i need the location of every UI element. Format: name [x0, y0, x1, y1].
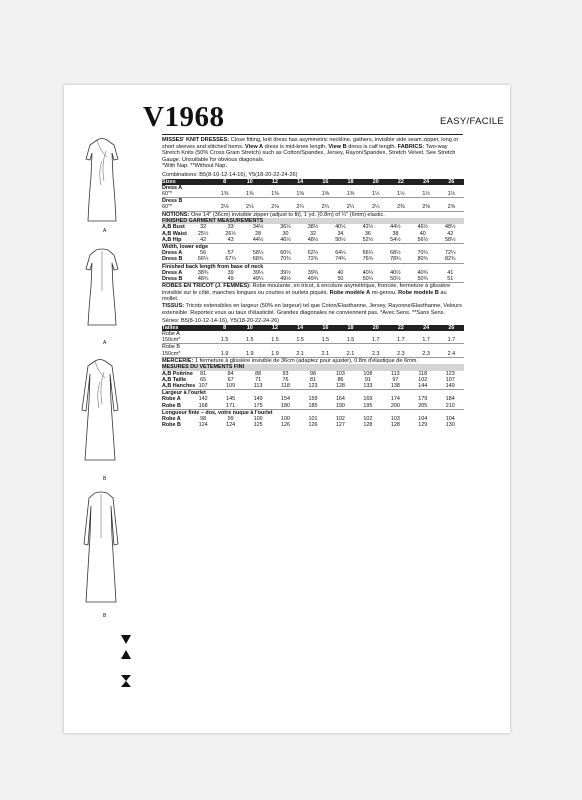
table-cell: 1.7	[422, 337, 430, 344]
table-cell: 67	[227, 376, 234, 383]
table-cell: 107	[198, 382, 208, 389]
table-cell: 56½	[417, 236, 429, 243]
table-cell: 2.1	[296, 350, 304, 357]
pattern-number: V1968	[143, 101, 225, 133]
table-cell: 1⅜	[271, 190, 279, 197]
table-cell: 150cm*	[162, 350, 181, 357]
table-cell: 2⅛	[220, 204, 229, 211]
table-cell: 80¾	[417, 256, 429, 263]
table-cell: 72¾	[307, 256, 319, 263]
table-cell: 60¼	[280, 250, 291, 257]
difficulty-label: EASY/FACILE	[440, 116, 505, 127]
table-cell: Robe B	[162, 422, 181, 429]
table-cell: 24	[414, 325, 439, 331]
table-cell: 50¼	[362, 276, 374, 282]
table-cell: 8	[212, 325, 237, 331]
table-cell: 14	[288, 325, 313, 331]
nap-symbols	[119, 632, 133, 690]
table-cell: 102	[363, 416, 373, 422]
table-cell: 128	[335, 382, 345, 389]
table-cell: 1.9	[246, 350, 254, 357]
table-cell: 101	[308, 416, 318, 422]
table-cell: 145	[226, 396, 236, 403]
table-cell: 1⅜	[296, 190, 304, 197]
table-cell: 76¾	[362, 256, 374, 263]
table-cell: 171	[226, 402, 236, 409]
table-cell: 40½	[390, 269, 401, 276]
table-cell: 100	[253, 416, 263, 422]
table-cell: 60"*	[162, 204, 173, 211]
table-cell: 98	[309, 370, 316, 377]
table-cell: Tailles	[162, 325, 212, 331]
table-cell: 34½	[252, 224, 264, 231]
table-cell: 133	[363, 382, 373, 389]
table-row	[162, 390, 464, 397]
table-row	[162, 344, 464, 351]
table-cell: 41	[447, 269, 454, 276]
table-cell: 39	[227, 269, 234, 276]
dress-a-front-drawing	[80, 137, 124, 227]
table-cell: 72¼	[445, 250, 456, 257]
table-cell: 2.1	[321, 350, 330, 357]
table-cell: 1.5	[220, 337, 229, 344]
table-cell: 39¼	[252, 269, 264, 276]
table-cell: Dress A	[162, 250, 183, 257]
table-cell: 168	[198, 402, 208, 409]
table-cell: 1⅜	[246, 190, 254, 197]
table-cell: 22	[388, 179, 413, 185]
table-cell: 38	[392, 230, 399, 237]
table-cell: 1.5	[346, 337, 355, 344]
table-cell: 1⅜	[346, 190, 355, 197]
table-cell: Dress B	[162, 276, 183, 282]
table-cell: 58½	[445, 236, 456, 243]
table-cell: 179	[418, 396, 428, 403]
table-cell: 74¾	[335, 256, 346, 263]
table-cell: 24	[414, 179, 439, 185]
table-cell: 34	[337, 230, 344, 237]
table-cell: 12	[262, 179, 287, 185]
table-cell: 58¼	[252, 250, 264, 257]
table-cell: 78¾	[390, 256, 401, 263]
table-cell: Finished back length from base of neck	[162, 263, 464, 270]
table-cell: 210	[445, 402, 455, 409]
hourglass-icon	[119, 674, 133, 688]
table-cell: 113	[253, 382, 263, 389]
table-cell: 109	[226, 382, 236, 389]
table-cell: 39½	[280, 269, 291, 276]
combinations: Combinations: B5(8-10-12-14-16), Y5(18-20-22-24-26)	[162, 171, 298, 178]
table-cell: 1.5	[271, 337, 279, 344]
table-cell: 149	[253, 396, 263, 403]
table-cell: 71	[255, 376, 262, 383]
table-cell: 32	[309, 230, 316, 237]
table-cell: 205	[418, 402, 428, 409]
table-cell: 10	[237, 179, 262, 185]
english-finished-measurements-table	[162, 218, 464, 282]
table-row	[162, 403, 464, 410]
table-cell: 26	[439, 179, 464, 185]
table-cell: 174	[390, 396, 400, 403]
table-cell: 144	[418, 382, 428, 389]
table-cell: 1½	[422, 190, 430, 197]
table-cell: 57	[227, 250, 234, 257]
table-cell: Sizes	[162, 179, 212, 185]
table-cell: 102	[418, 376, 428, 383]
table-cell	[212, 198, 464, 205]
table-cell: 124	[226, 422, 236, 429]
table-cell: 123	[308, 382, 318, 389]
table-cell: 68¾	[252, 256, 264, 263]
table-cell: 164	[335, 396, 345, 403]
table-cell: 118	[418, 370, 428, 377]
table-row	[162, 396, 464, 402]
table-cell: 70¾	[280, 256, 291, 263]
table-cell: 10	[237, 325, 262, 331]
table-cell: 1.5	[246, 337, 254, 344]
table-cell: 36½	[280, 224, 291, 231]
table-cell: 54½	[390, 236, 401, 243]
table-cell: 50½	[390, 276, 401, 282]
table-row	[162, 256, 464, 263]
table-cell: 1.7	[371, 337, 380, 344]
table-cell: 2.1	[346, 350, 355, 357]
table-cell: 1.9	[271, 350, 279, 357]
table-cell: 39¾	[307, 269, 319, 276]
table-row	[162, 337, 464, 344]
table-cell: 169	[363, 396, 373, 403]
table-cell: 18	[338, 325, 363, 331]
table-cell: 42½	[362, 224, 374, 231]
table-row	[162, 276, 464, 282]
table-cell: 1½	[397, 190, 405, 197]
table-cell: 150cm*	[162, 337, 181, 344]
table-cell: Largeur à l'ourlet	[162, 390, 464, 397]
table-cell: 50¾	[417, 276, 429, 282]
table-cell: 60"*	[162, 190, 173, 197]
table-cell: Dress A	[162, 184, 183, 191]
table-cell: 1⅜	[321, 190, 330, 197]
table-cell: 190	[335, 402, 345, 409]
table-cell: 64¼	[335, 250, 346, 257]
table-cell: 100	[281, 416, 291, 422]
table-cell: 44½	[390, 224, 401, 231]
table-cell: 20	[363, 325, 388, 331]
table-cell: 32	[200, 224, 207, 231]
table-cell: Robe B	[162, 344, 212, 351]
table-cell: 184	[445, 396, 455, 403]
down-triangle-icon	[119, 632, 133, 646]
table-cell: 1.7	[397, 337, 405, 344]
table-cell: 175	[253, 402, 263, 409]
table-cell: 129	[418, 422, 428, 429]
table-cell: 98	[200, 416, 207, 422]
dress-b-front-drawing	[78, 358, 122, 466]
table-row	[162, 409, 464, 416]
table-cell: 2⅛	[246, 204, 254, 211]
table-cell: 42	[200, 236, 207, 243]
table-cell: 1.9	[220, 350, 229, 357]
table-cell: 16	[313, 325, 338, 331]
figure-label: A	[103, 340, 107, 346]
header-rule	[162, 134, 463, 135]
table-cell: 84	[227, 370, 234, 377]
table-row	[162, 263, 464, 270]
english-description: MISSES' KNIT DRESSES: Close fitting, knit dress has asymmetric neckline, gathers, invisible side seam zipper, long or short sleeves and stitched hems. View A dress is mid-knee length. View B dress is calf length. FABRICS: Two-way Stretch Knits (50% Cross Grain Stretch) such as Cotton/Spandex, Jersey, Rayon/Spandex, Stretch Velvet. See Stretch Gauge. Unsuitable for obvious diagonals. *With Nap. **Without Nap.	[162, 137, 459, 170]
table-cell: 18	[338, 179, 363, 185]
table-cell: 42	[447, 230, 454, 237]
figure-label: A	[103, 228, 107, 234]
table-cell: 52½	[362, 236, 374, 243]
table-cell: 1.7	[447, 337, 456, 344]
table-cell: 48½	[307, 236, 319, 243]
table-cell: 99	[227, 416, 234, 422]
table-cell: Robe B	[162, 402, 181, 409]
table-row	[162, 422, 464, 428]
table-cell: 2⅛	[271, 204, 279, 211]
table-cell: 2.3	[397, 350, 405, 357]
table-cell: 76	[282, 376, 289, 383]
table-cell: Robe A	[162, 396, 181, 403]
table-cell: 1½	[371, 190, 380, 197]
table-cell: 70¼	[417, 250, 429, 257]
table-cell: 142	[198, 396, 208, 403]
table-cell: A,B Poitrine	[162, 370, 193, 377]
table-cell: MESURES DU VETEMENTS FINI	[162, 364, 464, 370]
table-cell: 2⅜	[447, 204, 456, 211]
table-cell: 46½	[280, 236, 291, 243]
french-finished-measurements-table	[162, 364, 464, 428]
table-cell: 49½	[280, 276, 291, 282]
table-cell: 82¾	[445, 256, 456, 263]
table-cell: 2¼	[321, 204, 330, 211]
table-cell: 49	[227, 276, 234, 282]
table-cell: 38¾	[197, 269, 209, 276]
table-cell: 28	[255, 230, 262, 237]
table-cell: Longueur finie – dos, votre nuque à l'ourlet	[162, 409, 464, 416]
table-cell: 51	[447, 276, 454, 282]
table-cell: 50½	[335, 236, 346, 243]
table-cell: 2¼	[371, 204, 380, 211]
table-cell: 86	[337, 376, 344, 383]
table-cell: 43	[227, 236, 234, 243]
table-cell: 40¾	[417, 269, 429, 276]
table-cell: 130	[445, 422, 455, 429]
table-cell: 8	[212, 179, 237, 185]
table-cell: 149	[445, 382, 455, 389]
table-cell: A,B Waist	[162, 230, 187, 237]
figure-label: B	[103, 613, 107, 619]
table-cell: 14	[288, 179, 313, 185]
dress-a-back-drawing	[82, 247, 122, 331]
table-cell: 88	[255, 370, 262, 377]
table-cell: 26	[439, 325, 464, 331]
table-cell: 127	[335, 422, 345, 429]
table-row	[162, 243, 464, 250]
table-cell: 107	[445, 376, 455, 383]
table-cell: 81	[200, 370, 207, 377]
table-cell: 103	[390, 416, 400, 422]
table-cell: 48¾	[197, 276, 209, 282]
table-cell: 2¼	[346, 204, 355, 211]
table-cell: Dress B	[162, 256, 183, 263]
table-cell: 50	[337, 276, 344, 282]
english-yardage-table	[162, 179, 464, 211]
table-cell: 91	[364, 376, 371, 383]
figure-label: B	[103, 476, 107, 482]
table-cell: 123	[445, 370, 455, 377]
table-row	[162, 237, 464, 244]
table-cell: A,B Taille	[162, 376, 187, 383]
table-row	[162, 198, 464, 205]
table-cell: 126	[281, 422, 291, 429]
table-cell: 66¼	[197, 256, 209, 263]
french-metrage-table	[162, 325, 464, 357]
french-description: ROBES EN TRICOT (J. FEMMES): Robe moulante, en tricot, à encolure asymétrique, froncée, fermeture à glissière invisible sur le côté, manches longues ou courtes et ourlets piqués. Robe modèle A mi-genou. Robe modèle B au mollet. TISSUS: Tricots extensibles en largeur (50% en largeur) tel que Coton/Elasthanne, Jersey, Rayonne/Elasthanne, Velours extensible. Reportez vous au taux d'élasticité. Grandes diagonales ne conviennent pas. *Avec Sens. **Sans Sens.	[162, 282, 464, 316]
table-cell: 200	[390, 402, 400, 409]
table-cell: 104	[445, 416, 455, 422]
table-cell: 2⅜	[397, 204, 405, 211]
table-cell: 128	[390, 422, 400, 429]
table-cell	[212, 344, 464, 351]
table-cell: 195	[363, 402, 373, 409]
notions: NOTIONS: One 14" (36cm) invisible zipper (adjust to fit), 1 yd. (0.8m) of ¼" (6mm) elastic.	[162, 211, 464, 219]
table-cell: FINISHED GARMENT MEASUREMENTS	[162, 218, 464, 224]
table-cell: 46½	[417, 224, 429, 231]
table-cell: 48½	[445, 224, 456, 231]
table-cell: 185	[308, 402, 318, 409]
table-cell: Robe A	[162, 416, 181, 422]
table-cell: 49¾	[307, 276, 319, 282]
table-cell: 40	[337, 269, 344, 276]
table-cell: 93	[282, 370, 289, 377]
table-cell: A,B Hip	[162, 236, 182, 243]
table-cell: 2.4	[447, 350, 456, 357]
table-cell: 103	[335, 370, 345, 377]
table-cell: 62¼	[307, 250, 319, 257]
mercerie: MERCERIE: 1 fermeture à glissière invisible de 36cm (adaptez pour ajuster), 0.8m d'élastique de 6mm.	[162, 357, 464, 365]
table-cell: Dress A	[162, 269, 183, 276]
table-cell: 49¼	[252, 276, 264, 282]
table-cell: 97	[392, 376, 399, 383]
table-row	[162, 191, 464, 198]
table-cell: 102	[335, 416, 345, 422]
description-title: MISSES' KNIT DRESSES:	[162, 137, 230, 143]
table-cell: 2.3	[371, 350, 380, 357]
table-cell: 81	[309, 376, 316, 383]
table-cell: 1⅜	[220, 190, 229, 197]
series: Séries: B5(8-10-12-14-16), Y5(18-20-22-24-26)	[162, 318, 280, 325]
table-cell: 33	[227, 224, 234, 231]
table-cell: 26½	[225, 230, 236, 237]
dress-b-back-drawing	[80, 490, 122, 608]
table-cell: 68½	[390, 250, 401, 257]
table-cell: 56	[200, 250, 207, 257]
table-cell: 22	[388, 325, 413, 331]
table-cell: 108	[363, 370, 373, 377]
table-cell: 20	[363, 179, 388, 185]
table-cell: Dress B	[162, 198, 212, 205]
table-cell: 25½	[197, 230, 209, 237]
table-cell: 40¼	[362, 269, 374, 276]
table-cell: 180	[281, 402, 291, 409]
table-cell: 38½	[307, 224, 319, 231]
table-cell: 2¼	[296, 204, 304, 211]
table-cell: 40½	[335, 224, 346, 231]
table-cell: 128	[363, 422, 373, 429]
table-cell: 44½	[252, 236, 264, 243]
table-cell: 1.5	[296, 337, 304, 344]
table-cell: 118	[281, 382, 290, 389]
nap-note: *With Nap. **Without Nap.	[162, 163, 227, 170]
table-cell: A,B Bust	[162, 224, 185, 231]
table-cell: 126	[308, 422, 318, 429]
table-cell: 125	[253, 422, 263, 429]
up-triangle-icon	[119, 648, 133, 662]
table-row	[162, 383, 464, 390]
table-cell: 30	[282, 230, 289, 237]
pattern-info	[162, 137, 464, 428]
table-cell: 113	[391, 370, 400, 377]
table-cell: 154	[281, 396, 291, 403]
table-cell: A,B Hanches	[162, 382, 196, 389]
table-cell: 1½	[447, 190, 456, 197]
table-cell: Width, lower edge	[162, 243, 464, 250]
table-cell: Robe A	[162, 330, 180, 337]
table-cell: 66¼	[362, 250, 374, 257]
table-cell: 67¼	[225, 256, 236, 263]
table-cell: 40	[419, 230, 426, 237]
table-cell: 159	[308, 396, 318, 403]
table-cell: 36	[364, 230, 371, 237]
table-cell: 2⅜	[422, 204, 430, 211]
table-cell: 2.3	[422, 350, 430, 357]
table-cell: 12	[262, 325, 287, 331]
table-cell: 104	[418, 416, 428, 422]
table-cell: 65	[200, 376, 207, 383]
table-cell: 124	[198, 422, 208, 429]
table-cell: 16	[313, 179, 338, 185]
table-cell: 1.5	[321, 337, 330, 344]
table-cell: 138	[390, 382, 400, 389]
